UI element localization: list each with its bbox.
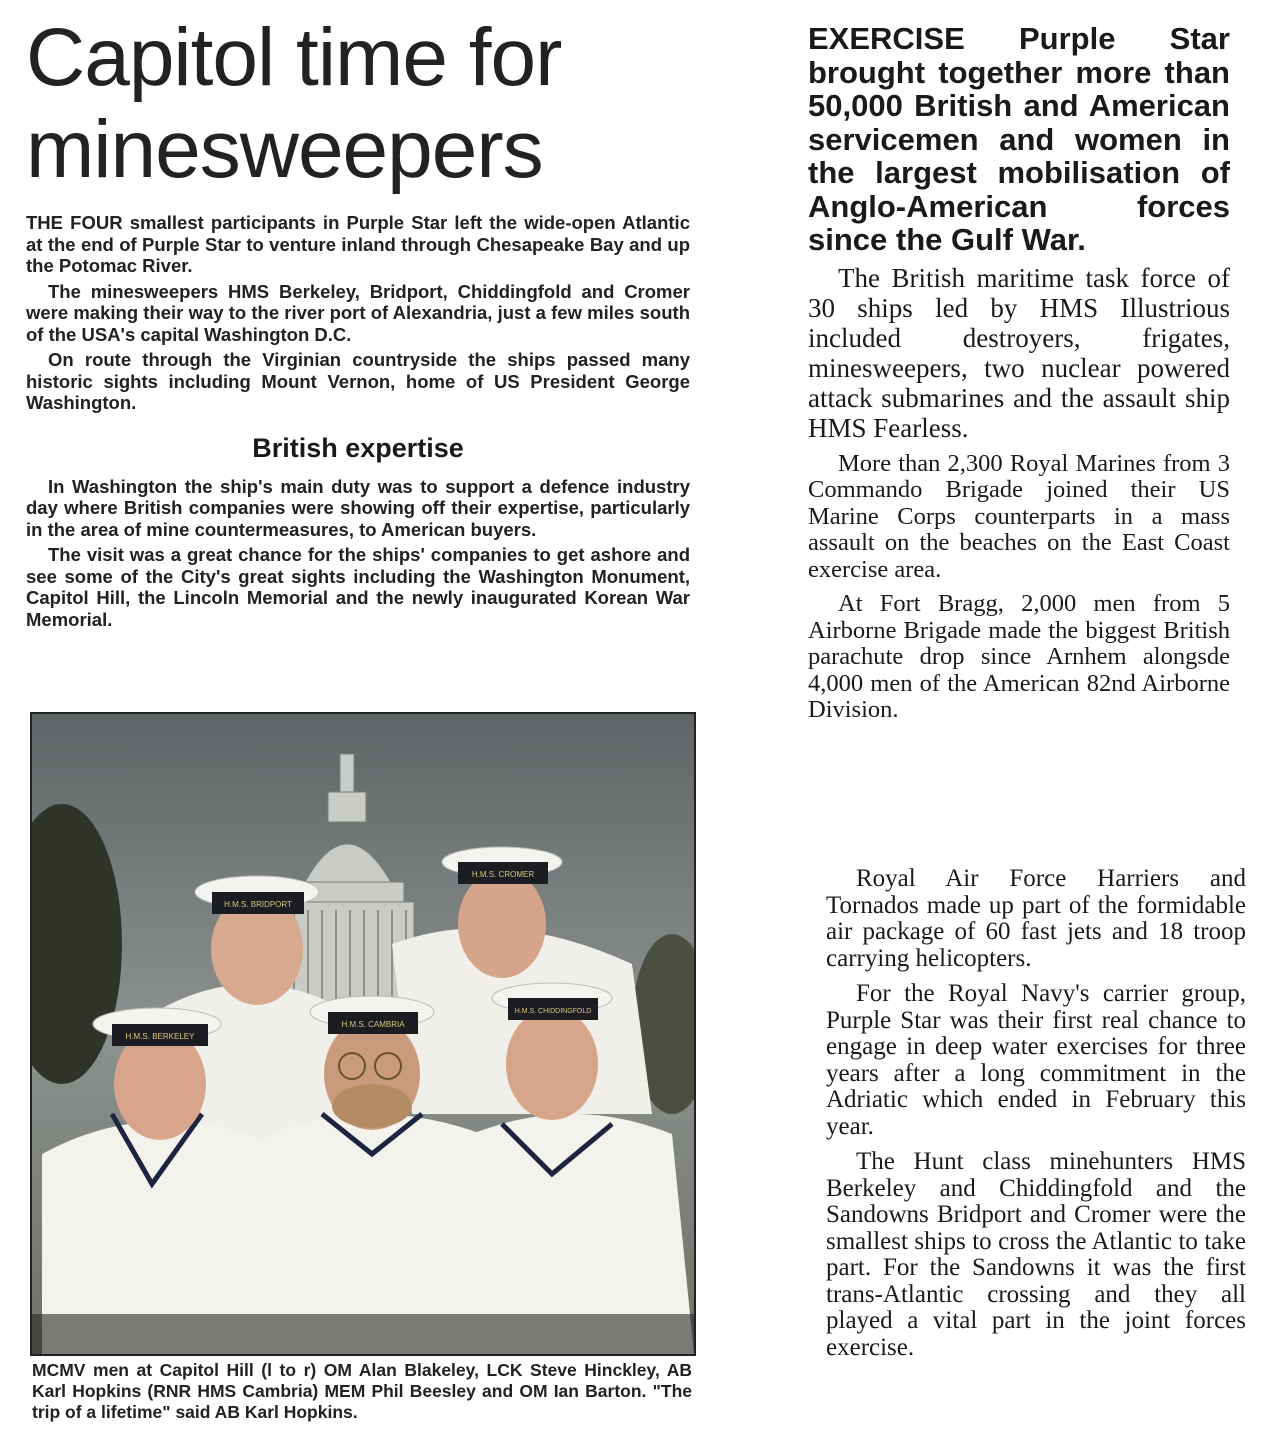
headline-line-1: Capitol time for (26, 12, 562, 103)
subheading: British expertise (252, 432, 464, 463)
left-paragraph-4: In Washington the ship's main duty was to support a defence industry day where British companies were showing off their expertise, particularly in the area of mine countermeasures, to American buyers. (26, 475, 690, 540)
photo-caption: MCMV men at Capitol Hill (l to r) OM Alan Blakeley, LCK Steve Hinckley, AB Karl Hopkins (RNR HMS Cambria) MEM Phil Beesley and OM Ian Barton. "The trip of a lifetime" said AB Karl Hopkins. (32, 1360, 692, 1422)
right-paragraph-6: The Hunt class minehunters HMS Berkeley and Chiddingfold and the Sandowns Bridport and Cromer were the smallest ships to cross the Atlantic to take part. For the Sandowns it was the first trans-Atlantic crossing and they all played a vital part in the joint forces exercise. (826, 1148, 1246, 1361)
headline (26, 12, 690, 196)
right-paragraph-2: More than 2,300 Royal Marines from 3 Commando Brigade joined their US Marine Corps counterparts in a mass assault on the beaches on the East Coast exercise area. (808, 449, 1230, 583)
right-paragraph-1: The British maritime task force of 30 ships led by HMS Illustrious included destroyers, frigates, minesweepers, two nuclear powered attack submarines and the assault ship HMS Fearless. (808, 262, 1230, 443)
intro-paragraph: EXERCISE Purple Star brought together more than 50,000 British and American servicemen and women in the largest mobilisation of Anglo-American forces since the Gulf War. (808, 21, 1230, 257)
sailors-photo-illustration (32, 714, 694, 1354)
cap-band-bridport: H.M.S. BRIDPORT (224, 900, 292, 909)
right-paragraph-3: At Fort Bragg, 2,000 men from 5 Airborne Brigade made the biggest British parachute drop since Arnhem alongsde 4,000 men of the American 82nd Airborne Division. (808, 590, 1230, 723)
left-column (26, 12, 690, 634)
right-column (808, 22, 1230, 732)
cap-band-berkeley: H.M.S. BERKELEY (125, 1032, 195, 1041)
cap-band-cambria: H.M.S. CAMBRIA (341, 1020, 405, 1029)
right-paragraph-4: Royal Air Force Harriers and Tornados made up part of the formidable air package of 60 fast jets and 18 troop carrying helicopters. (826, 865, 1246, 972)
right-column-lower (826, 866, 1246, 1370)
right-paragraph-5: For the Royal Navy's carrier group, Purple Star was their first real chance to engage in deep water exercises for three years after a long commitment in the Adriatic which ended in February this year. (826, 980, 1246, 1140)
left-paragraph-3: On route through the Virginian countryside the ships passed many historic sights including Mount Vernon, home of US President George Washington. (26, 349, 690, 413)
sailors-photo (30, 712, 696, 1356)
cap-band-chiddingfold: H.M.S. CHIDDINGFOLD (514, 1008, 592, 1015)
left-paragraph-1: THE FOUR smallest participants in Purple Star left the wide-open Atlantic at the end of Purple Star to venture inland through Chesapeake Bay and up the Potomac River. (26, 212, 690, 276)
headline-line-2: minesweepers (26, 104, 543, 195)
left-paragraph-5: The visit was a great chance for the ships' companies to get ashore and see some of the City's great sights including the Washington Monument, Capitol Hill, the Lincoln Memorial and the newly inaugurated Korean War Memorial. (26, 544, 690, 630)
left-paragraph-2: The minesweepers HMS Berkeley, Bridport, Chiddingfold and Cromer were making their way to the river port of Alexandria, just a few miles south of the USA's capital Washington D.C. (26, 280, 690, 345)
cap-band-cromer: H.M.S. CROMER (471, 870, 535, 879)
